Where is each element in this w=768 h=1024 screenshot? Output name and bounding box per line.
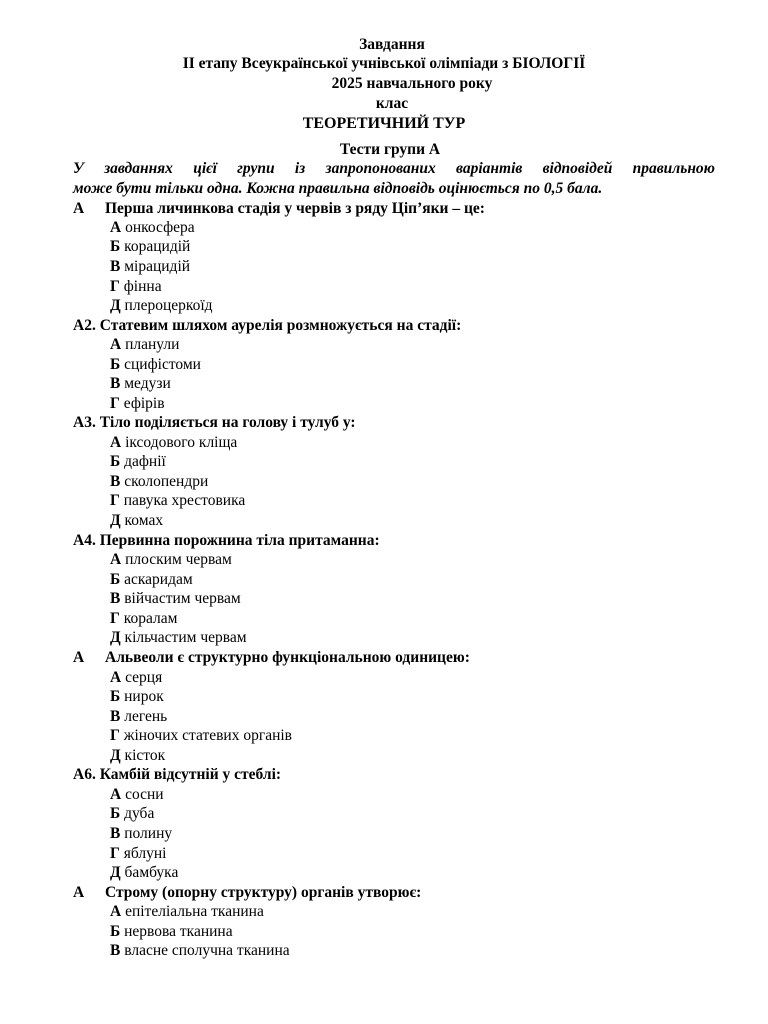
option-letter: А [110, 336, 122, 353]
option-letter: А [110, 669, 122, 686]
question-3 [73, 413, 356, 433]
question-text: Статевим шляхом аурелія розмножується на стадії: [99, 317, 462, 334]
option-letter: Д [110, 512, 121, 529]
header-class: клас [375, 95, 409, 112]
option-text: кісток [124, 747, 166, 764]
option-text: медузи [124, 375, 171, 392]
option [110, 570, 193, 590]
option-text: планули [125, 336, 180, 353]
option [110, 218, 195, 238]
option-text: коралам [123, 610, 178, 627]
option [110, 394, 165, 414]
option [110, 550, 232, 570]
question-text: Камбій відсутній у стеблі: [99, 766, 282, 783]
option-letter: А [110, 434, 122, 451]
option-text: сколопендри [124, 473, 209, 490]
option-letter: Б [110, 571, 121, 588]
question-5 [73, 648, 470, 668]
option [110, 922, 233, 942]
option [110, 491, 245, 511]
option-text: легень [124, 708, 168, 725]
option-letter: А [110, 219, 122, 236]
question-number: А3. [73, 414, 96, 431]
question-number: А2. [73, 317, 96, 334]
option [110, 687, 164, 707]
option-text: сцифістоми [124, 356, 201, 373]
option-text: корацидій [124, 238, 191, 255]
option-letter: Д [110, 864, 121, 881]
option-letter: В [110, 473, 121, 490]
option-text: жіночих статевих органів [123, 727, 292, 744]
option [110, 941, 290, 961]
option-letter: Б [110, 688, 121, 705]
option-letter: Г [110, 492, 120, 509]
option-letter: Б [110, 453, 121, 470]
option-letter: Б [110, 356, 121, 373]
option-text: фінна [123, 278, 162, 295]
question-4 [73, 531, 380, 551]
option-letter: Г [110, 727, 120, 744]
option-text: полину [124, 825, 173, 842]
header-group: Тести групи А [339, 141, 441, 158]
option [110, 804, 154, 824]
question-text: Тіло поділяється на голову і тулуб у: [99, 414, 356, 431]
instructions-line-1: У завданнях цієї групи із запропонованих варіантів відповідей правильною [73, 160, 715, 177]
option-letter: Д [110, 297, 121, 314]
option-letter: В [110, 942, 121, 959]
option [110, 472, 208, 492]
option-letter: Г [110, 610, 120, 627]
option-text: онкосфера [125, 219, 195, 236]
question-number: А6. [73, 766, 96, 783]
header-year: 2025 навчального року [331, 75, 493, 92]
option [110, 726, 292, 746]
option-letter: Г [110, 395, 120, 412]
option-text: дуба [124, 805, 155, 822]
header-round: ТЕОРЕТИЧНИЙ ТУР [302, 115, 466, 132]
option-letter: А [110, 903, 122, 920]
instructions [73, 159, 715, 198]
question-text: Альвеоли є структурно функціональною одиницею: [105, 649, 470, 666]
option-text: власне сполучна тканина [124, 942, 290, 959]
option-text: ефірів [123, 395, 165, 412]
question-6 [73, 765, 281, 785]
option-letter: Б [110, 238, 121, 255]
option [110, 296, 213, 316]
option-text: плероцеркоїд [124, 297, 213, 314]
option [110, 589, 241, 609]
option [110, 785, 164, 805]
option-text: комах [124, 512, 164, 529]
option-text: кільчастим червам [124, 629, 247, 646]
option-text: павука хрестовика [123, 492, 246, 509]
header-title: Завдання [359, 36, 425, 53]
question-number: А [73, 649, 85, 666]
option-letter: Д [110, 629, 121, 646]
option-letter: А [110, 551, 122, 568]
question-text: Перша личинкова стадія у червів з ряду Ціп’яки – це: [105, 200, 485, 217]
option [110, 277, 162, 297]
option [110, 609, 177, 629]
option-letter: В [110, 825, 121, 842]
option [110, 902, 264, 922]
option-letter: Г [110, 845, 120, 862]
option-letter: А [110, 786, 122, 803]
option [110, 433, 237, 453]
option-text: епітеліальна тканина [125, 903, 264, 920]
option-text: мірацидій [124, 258, 191, 275]
option-letter: Д [110, 747, 121, 764]
option [110, 452, 166, 472]
option-text: нирок [124, 688, 164, 705]
option [110, 237, 190, 257]
option-text: іксодового кліща [125, 434, 238, 451]
option [110, 824, 172, 844]
option-letter: В [110, 258, 121, 275]
question-1 [73, 199, 485, 219]
option [110, 257, 190, 277]
option [110, 374, 171, 394]
option-letter: Г [110, 278, 120, 295]
question-text: Строму (опорну структуру) органів утворює: [105, 884, 422, 901]
question-text: Первинна порожнина тіла притаманна: [99, 532, 380, 549]
option-text: плоским червам [125, 551, 232, 568]
option-text: сосни [125, 786, 164, 803]
option-letter: В [110, 375, 121, 392]
question-7 [73, 883, 421, 903]
option-letter: В [110, 708, 121, 725]
option-letter: Б [110, 923, 121, 940]
option [110, 844, 166, 864]
option [110, 511, 163, 531]
question-number: А [73, 200, 85, 217]
option-text: дафнії [124, 453, 166, 470]
option [110, 335, 179, 355]
option-text: серця [125, 669, 163, 686]
option-letter: Б [110, 805, 121, 822]
option-text: яблуні [123, 845, 167, 862]
option-text: аскаридам [124, 571, 193, 588]
question-2 [73, 316, 461, 336]
option-letter: В [110, 590, 121, 607]
header-stage: ІІ етапу Всеукраїнської учнівської олімпіади з БІОЛОГІЇ [182, 55, 586, 72]
option [110, 746, 165, 766]
question-number: А [73, 884, 85, 901]
option-text: нервова тканина [124, 923, 233, 940]
option-text: бамбука [124, 864, 179, 881]
option [110, 668, 162, 688]
option-text: війчастим червам [124, 590, 241, 607]
option [110, 628, 247, 648]
option [110, 355, 201, 375]
question-number: А4. [73, 532, 96, 549]
option [110, 707, 167, 727]
option [110, 863, 178, 883]
instructions-line-2: може бути тільки одна. Кожна правильна відповідь оцінюється по 0,5 бала. [73, 179, 603, 197]
